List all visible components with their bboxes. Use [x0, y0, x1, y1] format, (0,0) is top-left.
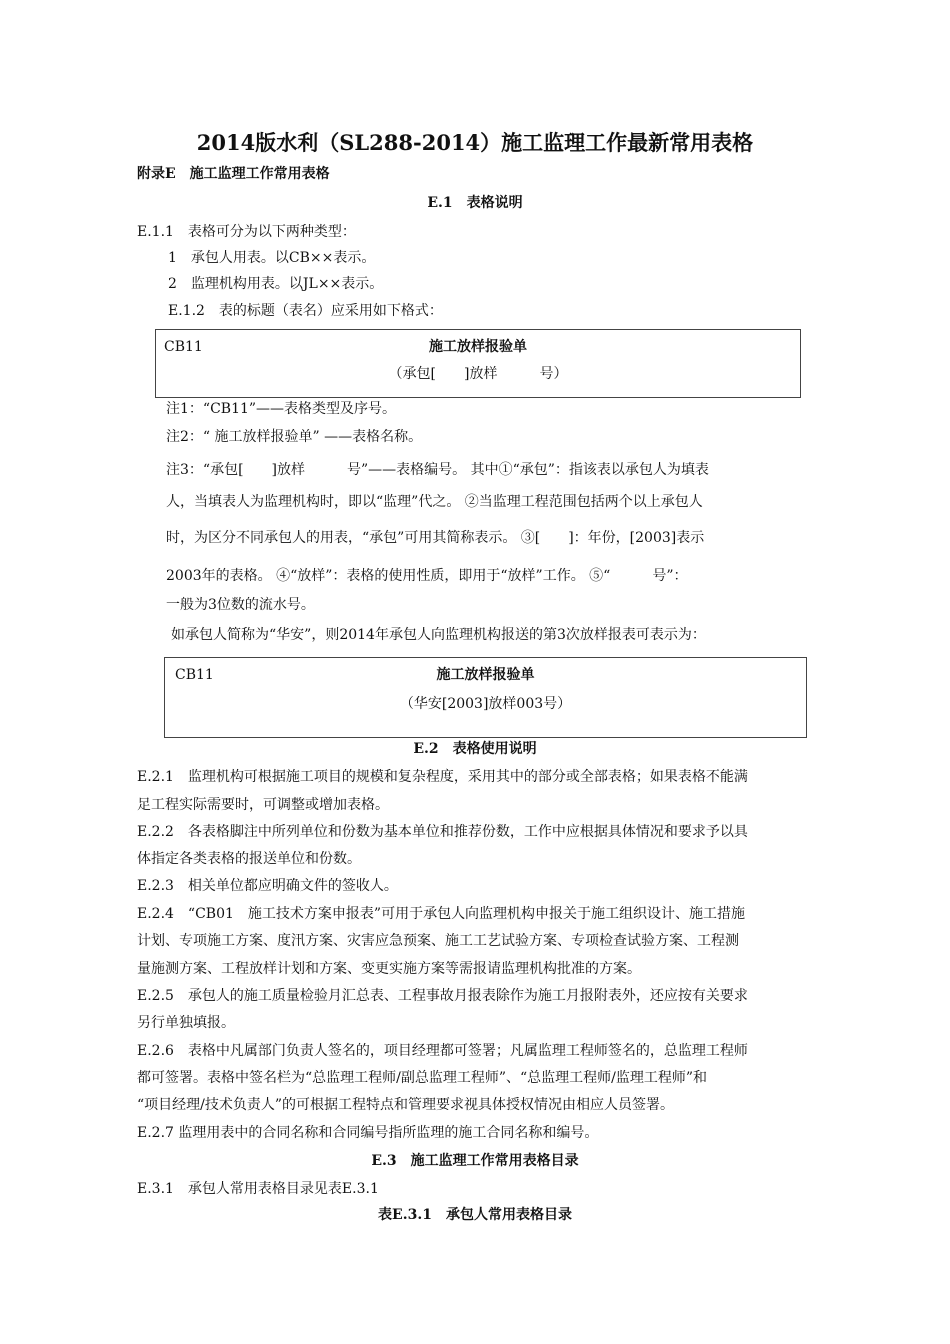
section-e3-heading: E.3 施工监理工作常用表格目录 — [371, 1153, 579, 1169]
e2-line: E.2.7 监理用表中的合同名称和合同编号指所监理的施工合同名称和编号。 — [137, 1125, 599, 1141]
note-3-line-1: 注3：“承包[ ]放样 号”——表格编号。 其中①“承包”：指该表以承包人为填表 — [166, 462, 709, 478]
document-title: 2014版水利（SL288-2014）施工监理工作最新常用表格 — [196, 130, 754, 155]
sample-form-number: （承包[ ]放样 号） — [388, 366, 568, 382]
note-2: 注2：“ 施工放样报验单” ——表格名称。 — [166, 429, 423, 445]
note-3-line-5: 一般为3位数的流水号。 — [166, 597, 315, 613]
e31-text: E.3.1 承包人常用表格目录见表E.3.1 — [137, 1181, 379, 1197]
example-form-name: 施工放样报验单 — [436, 667, 535, 683]
e2-line: 计划、专项施工方案、度汛方案、灾害应急预案、施工工艺试验方案、专项检查试验方案、工程测 — [137, 933, 739, 949]
e2-line: 量施测方案、工程放样计划和方案、变更实施方案等需报请监理机构批准的方案。 — [137, 961, 641, 977]
e2-line: E.2.2 各表格脚注中所列单位和份数为基本单位和推荐份数，工作中应根据具体情况和要求予以具 — [137, 824, 748, 840]
example-header-box — [164, 657, 807, 738]
type1-text: 1 承包人用表。以CB××表示。 — [168, 250, 376, 266]
e2-line: 体指定各类表格的报送单位和份数。 — [137, 851, 361, 867]
example-form-number: （华安[2003]放样003号） — [399, 696, 572, 712]
appendix-heading: 附录E 施工监理工作常用表格 — [137, 166, 330, 182]
e2-line: 都可签署。表格中签名栏为“总监理工程师/副总监理工程师”、“总监理工程师/监理工程师”和 — [137, 1070, 708, 1086]
note-1: 注1：“CB11”——表格类型及序号。 — [166, 401, 397, 417]
e2-line: 另行单独填报。 — [137, 1015, 235, 1031]
sample-form-name: 施工放样报验单 — [429, 339, 527, 355]
note-3-line-2: 人，当填表人为监理机构时，即以“监理”代之。 ②当监理工程范围包括两个以上承包人 — [166, 494, 703, 510]
type2-text: 2 监理机构用表。以JL××表示。 — [168, 276, 384, 292]
note-3-line-3: 时，为区分不同承包人的用表，“承包”可用其简称表示。 ③[ ]：年份，[2003]表示 — [166, 530, 705, 546]
e2-line: E.2.5 承包人的施工质量检验月汇总表、工程事故月报表除作为施工月报附表外，还应按有关要求 — [137, 988, 748, 1004]
section-e1-heading: E.1 表格说明 — [427, 195, 523, 211]
sample-code: CB11 — [164, 339, 203, 355]
e2-line: E.2.4 “CB01 施工技术方案申报表”可用于承包人向监理机构申报关于施工组织设计、施工措施 — [137, 906, 746, 922]
e11-text: E.1.1 表格可分为以下两种类型： — [137, 224, 356, 240]
e2-line: E.2.3 相关单位都应明确文件的签收人。 — [137, 878, 398, 894]
e2-line: “项目经理/技术负责人”的可根据工程特点和管理要求视具体授权情况由相应人员签署。 — [137, 1097, 675, 1113]
table-caption: 表E.3.1 承包人常用表格目录 — [378, 1207, 572, 1223]
e2-line: 足工程实际需要时，可调整或增加表格。 — [137, 797, 389, 813]
section-e2-heading: E.2 表格使用说明 — [413, 741, 537, 757]
e12-text: E.1.2 表的标题（表名）应采用如下格式： — [168, 303, 443, 319]
e2-line: E.2.1 监理机构可根据施工项目的规模和复杂程度，采用其中的部分或全部表格；如果表格不能满 — [137, 769, 748, 785]
sample-header-box — [155, 329, 801, 398]
e2-line: E.2.6 表格中凡属部门负责人签名的，项目经理都可签署；凡属监理工程师签名的，总监理工程师 — [137, 1043, 748, 1059]
note-3-line-4: 2003年的表格。 ④“放样”：表格的使用性质，即用于“放样”工作。 ⑤“ 号”： — [166, 568, 688, 584]
example-text: 如承包人简称为“华安”，则2014年承包人向监理机构报送的第3次放样报表可表示为： — [171, 627, 706, 643]
example-code: CB11 — [175, 667, 214, 683]
